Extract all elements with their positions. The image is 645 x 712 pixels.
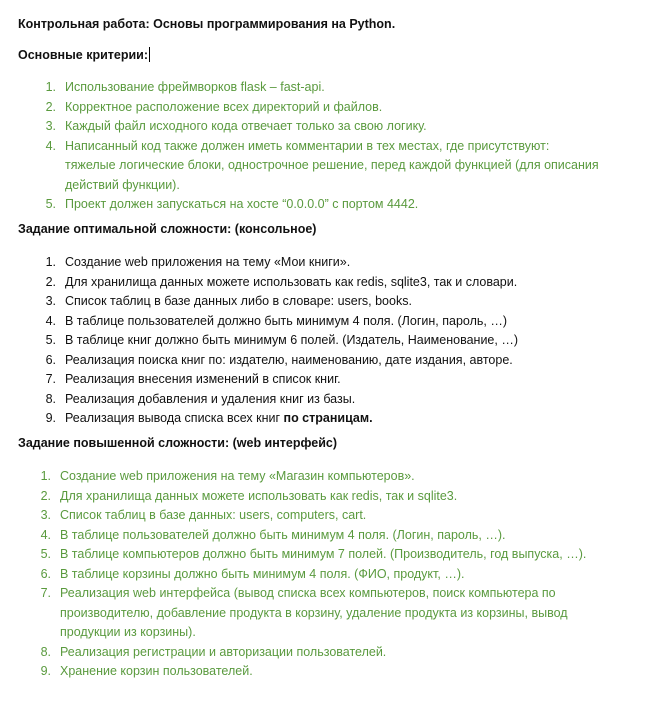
list-item bbox=[35, 643, 625, 663]
list-item bbox=[35, 565, 625, 585]
list-number: 7. bbox=[40, 586, 51, 600]
list-number: 3. bbox=[45, 119, 56, 133]
list-text: В таблице компьютеров должно быть минимум 7 полей. (Производитель, год выпуска, …). bbox=[60, 547, 587, 561]
list-number: 4. bbox=[45, 138, 56, 153]
list-item bbox=[40, 273, 600, 293]
list-text-main: Реализация вывода списка всех книг bbox=[65, 411, 284, 425]
list-text: Реализация web интерфейса (вывод списка всех компьютеров, поиск компьютера по производителю, добавление продукта в корзину, удаление продукта из корзины, вывод продукции из корзины). bbox=[60, 586, 568, 639]
list-item bbox=[35, 526, 625, 546]
list-item bbox=[40, 117, 600, 137]
list-number: 7. bbox=[45, 372, 56, 386]
list-text: В таблице книг должно быть минимум 6 полей. (Издатель, Наименование, …) bbox=[65, 333, 518, 347]
list-text: Написанный код также должен иметь комментарии в тех местах, где присутствуют: тяжелые логические блоки, однострочное решение, перед каждой функцией (для описания действий функции). bbox=[65, 138, 599, 192]
list-text: Хранение корзин пользователей. bbox=[60, 664, 253, 678]
document-title: Контрольная работа: Основы программирования на Python. bbox=[18, 17, 396, 31]
list-item bbox=[35, 662, 625, 682]
list-item bbox=[40, 137, 600, 196]
list-item bbox=[40, 78, 600, 98]
list-number: 9. bbox=[40, 664, 51, 678]
list-number: 8. bbox=[45, 391, 56, 406]
list-number: 4. bbox=[45, 313, 56, 328]
list-number: 9. bbox=[45, 411, 56, 425]
list-text: Для хранилища данных можете использовать как redis, sqlite3, так и словари. bbox=[65, 274, 518, 289]
list-text: Реализация внесения изменений в список книг. bbox=[65, 372, 341, 386]
criteria-list bbox=[40, 78, 600, 215]
list-item bbox=[35, 467, 625, 487]
list-text: Реализация регистрации и авторизации пользователей. bbox=[60, 644, 387, 659]
list-item bbox=[35, 584, 625, 643]
list-number: 3. bbox=[40, 508, 51, 522]
list-item bbox=[40, 390, 600, 410]
list-number: 1. bbox=[45, 80, 56, 94]
console-task-list bbox=[40, 253, 600, 429]
list-item bbox=[35, 487, 625, 507]
list-text: В таблице корзины должно быть минимум 4 поля. (ФИО, продукт, …). bbox=[60, 566, 465, 581]
list-text: Для хранилища данных можете использовать как redis, так и sqlite3. bbox=[60, 488, 458, 503]
list-text: Корректное расположение всех директорий и файлов. bbox=[65, 99, 383, 114]
web-task-list bbox=[35, 467, 625, 682]
list-text: Каждый файл исходного кода отвечает только за свою логику. bbox=[65, 119, 427, 133]
list-text: Создание web приложения на тему «Магазин компьютеров». bbox=[60, 469, 415, 483]
list-text: В таблице пользователей должно быть минимум 4 поля. (Логин, пароль, …) bbox=[65, 313, 507, 328]
list-text: Список таблиц в базе данных: users, computers, cart. bbox=[60, 508, 367, 522]
list-item bbox=[40, 351, 600, 371]
criteria-heading[interactable] bbox=[18, 47, 150, 62]
criteria-heading-text: Основные критерии: bbox=[18, 48, 149, 62]
list-item bbox=[35, 545, 625, 565]
list-text: В таблице пользователей должно быть минимум 4 поля. (Логин, пароль, …). bbox=[60, 527, 506, 542]
list-number: 2. bbox=[40, 488, 51, 503]
list-text: Реализация добавления и удаления книг из базы. bbox=[65, 391, 356, 406]
list-text: Использование фреймворков flask – fast-api. bbox=[65, 80, 325, 94]
list-number: 5. bbox=[45, 197, 56, 211]
list-number: 2. bbox=[45, 99, 56, 114]
list-text-suffix: . bbox=[369, 411, 373, 425]
list-number: 1. bbox=[45, 255, 56, 269]
list-text: Проект должен запускаться на хосте “0.0.0.0” с портом 4442. bbox=[65, 197, 419, 211]
list-number: 4. bbox=[40, 527, 51, 542]
text-cursor bbox=[149, 47, 150, 62]
list-item bbox=[40, 370, 600, 390]
list-number: 2. bbox=[45, 274, 56, 289]
list-item bbox=[40, 292, 600, 312]
list-item bbox=[40, 331, 600, 351]
list-number: 5. bbox=[45, 333, 56, 347]
list-number: 6. bbox=[40, 566, 51, 581]
list-item bbox=[40, 409, 600, 429]
list-text: Реализация поиска книг по: издателю, наименованию, дате издания, авторе. bbox=[65, 352, 513, 367]
web-task-heading: Задание повышенной сложности: (web интерфейс) bbox=[18, 436, 338, 450]
list-text-bold: по страницам bbox=[283, 411, 370, 425]
list-item bbox=[40, 98, 600, 118]
list-text: Создание web приложения на тему «Мои книги». bbox=[65, 255, 351, 269]
list-number: 8. bbox=[40, 644, 51, 659]
list-item bbox=[35, 506, 625, 526]
list-item bbox=[40, 195, 600, 215]
console-task-heading: Задание оптимальной сложности: (консольное) bbox=[18, 222, 317, 236]
list-number: 3. bbox=[45, 294, 56, 308]
list-text: Список таблиц в базе данных либо в словаре: users, books. bbox=[65, 294, 412, 308]
list-number: 6. bbox=[45, 352, 56, 367]
list-number: 1. bbox=[40, 469, 51, 483]
list-text bbox=[65, 409, 600, 429]
list-item bbox=[40, 253, 600, 273]
list-item bbox=[40, 312, 600, 332]
list-number: 5. bbox=[40, 547, 51, 561]
